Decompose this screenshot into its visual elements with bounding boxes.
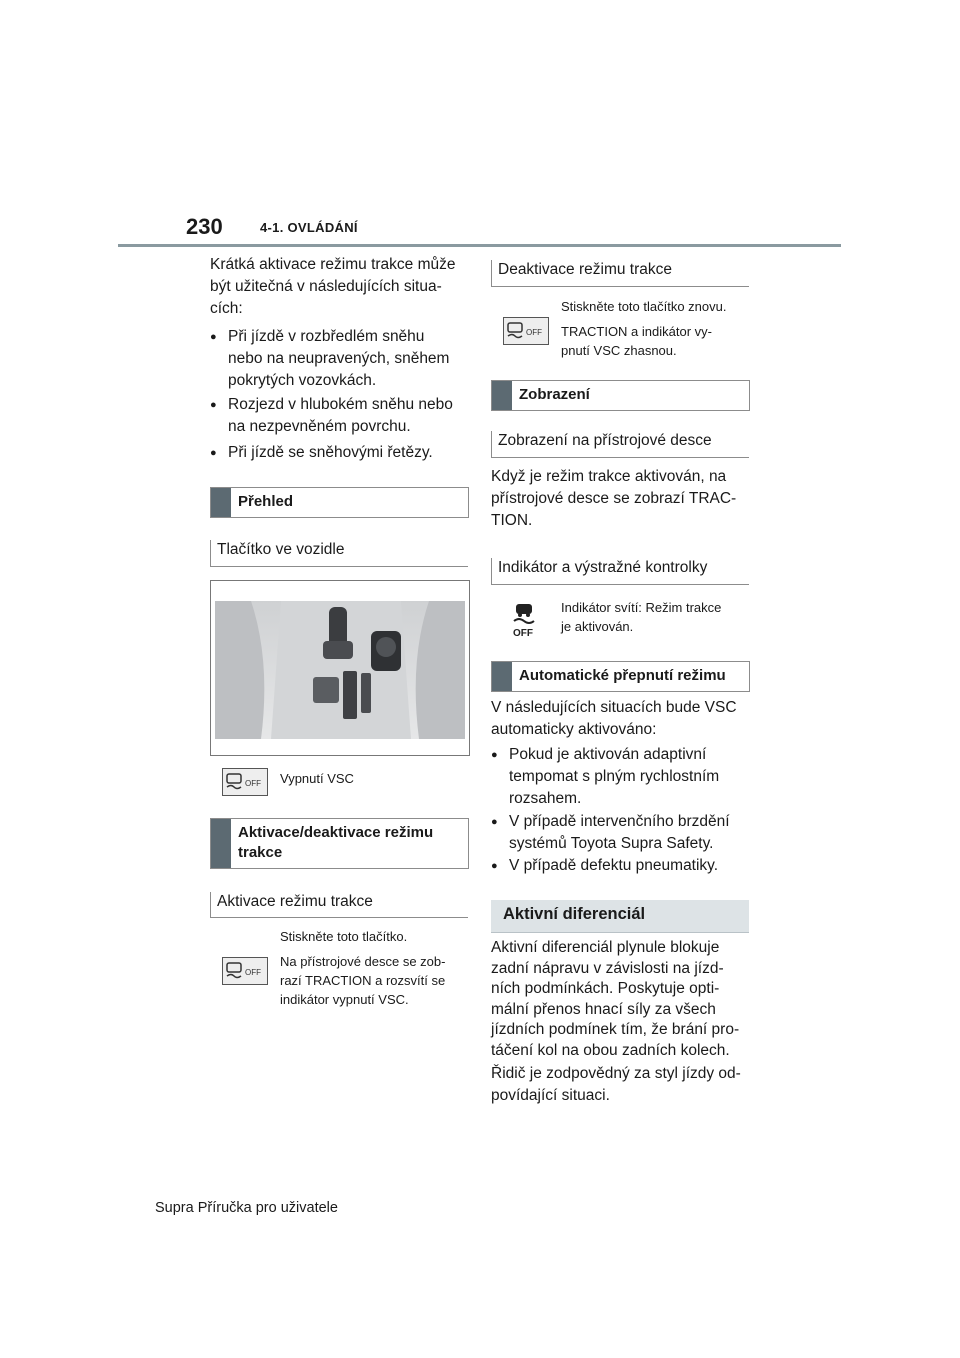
auto-heading: Automatické přepnutí režimu xyxy=(491,661,750,692)
auto-paragraph: V následujících situacích bude VSC automaticky aktivováno: xyxy=(491,699,737,738)
activation-heading: Aktivace/deaktivace režimu trakce xyxy=(210,818,469,869)
vsc-off-icon xyxy=(503,317,549,345)
section-title: 4-1. OVLÁDÁNÍ xyxy=(260,220,358,235)
svg-text:OFF: OFF xyxy=(245,968,261,977)
display-heading: Zobrazení xyxy=(491,380,750,411)
footer-text: Supra Příručka pro uživatele xyxy=(155,1200,338,1216)
activation-steps: Stiskněte toto tlačítko. Na přístrojové desce se zob- razí TRACTION a rozsvítí se indikátor vypnutí VSC. xyxy=(280,929,446,1007)
vsc-caption: Vypnutí VSC xyxy=(280,771,354,786)
indicator-text: Indikátor svítí: Režim trakce je aktivován. xyxy=(561,600,722,634)
traction-indicator-icon xyxy=(511,603,537,639)
diff-heading: Aktivní diferenciál xyxy=(491,900,749,933)
list-item: ● V případě intervenčního brzdění systémů Toyota Supra Safety. xyxy=(491,811,769,855)
deactivation-steps: Stiskněte toto tlačítko znovu. TRACTION a indikátor vy- pnutí VSC zhasnou. xyxy=(561,299,727,358)
vsc-off-icon xyxy=(222,768,268,796)
display-paragraph: Když je režim trakce aktivován, na přístrojové desce se zobrazí TRAC- TION. xyxy=(491,468,737,529)
vsc-off-icon xyxy=(222,957,268,985)
page-number: 230 xyxy=(186,214,223,239)
list-item: ● Pokud je aktivován adaptivní tempomat s plným rychlostním rozsahem. xyxy=(491,744,769,810)
deactivation-subheading: Deaktivace režimu trakce xyxy=(491,260,749,287)
button-subheading: Tlačítko ve vozidle xyxy=(210,540,468,567)
list-item: ● Při jízdě se sněhovými řetězy. xyxy=(210,442,488,464)
svg-text:OFF: OFF xyxy=(526,328,542,337)
activation-subheading: Aktivace režimu trakce xyxy=(210,892,468,918)
indicator-subheading: Indikátor a výstražné kontrolky xyxy=(491,558,749,585)
svg-text:OFF: OFF xyxy=(245,779,261,788)
intro-paragraph: Krátká aktivace režimu trakce může být užitečná v následujících situa- cích: xyxy=(210,256,456,317)
header-rule xyxy=(118,244,841,247)
driver-paragraph: Řidič je zodpovědný za styl jízdy od- povídající situaci. xyxy=(491,1065,741,1104)
display-subheading: Zobrazení na přístrojové desce xyxy=(491,431,749,458)
svg-text:OFF: OFF xyxy=(513,628,533,639)
list-item: ● Při jízdě v rozbředlém sněhu nebo na neupravených, sněhem pokrytých vozovkách. xyxy=(210,326,488,392)
diff-paragraph: Aktivní diferenciál plynule blokuje zadní nápravu v závislosti na jízd- ních podmínkách. Poskytuje opti- mální přenos hnací síly za všech jízdních podmínek tím, že brání pro- táčení kol na obou zadních kolech. xyxy=(491,939,740,1059)
list-item: ● V případě defektu pneumatiky. xyxy=(491,855,769,877)
console-photo xyxy=(210,580,470,756)
overview-heading: Přehled xyxy=(210,487,469,518)
list-item: ● Rozjezd v hlubokém sněhu nebo na nezpevněném povrchu. xyxy=(210,394,488,438)
